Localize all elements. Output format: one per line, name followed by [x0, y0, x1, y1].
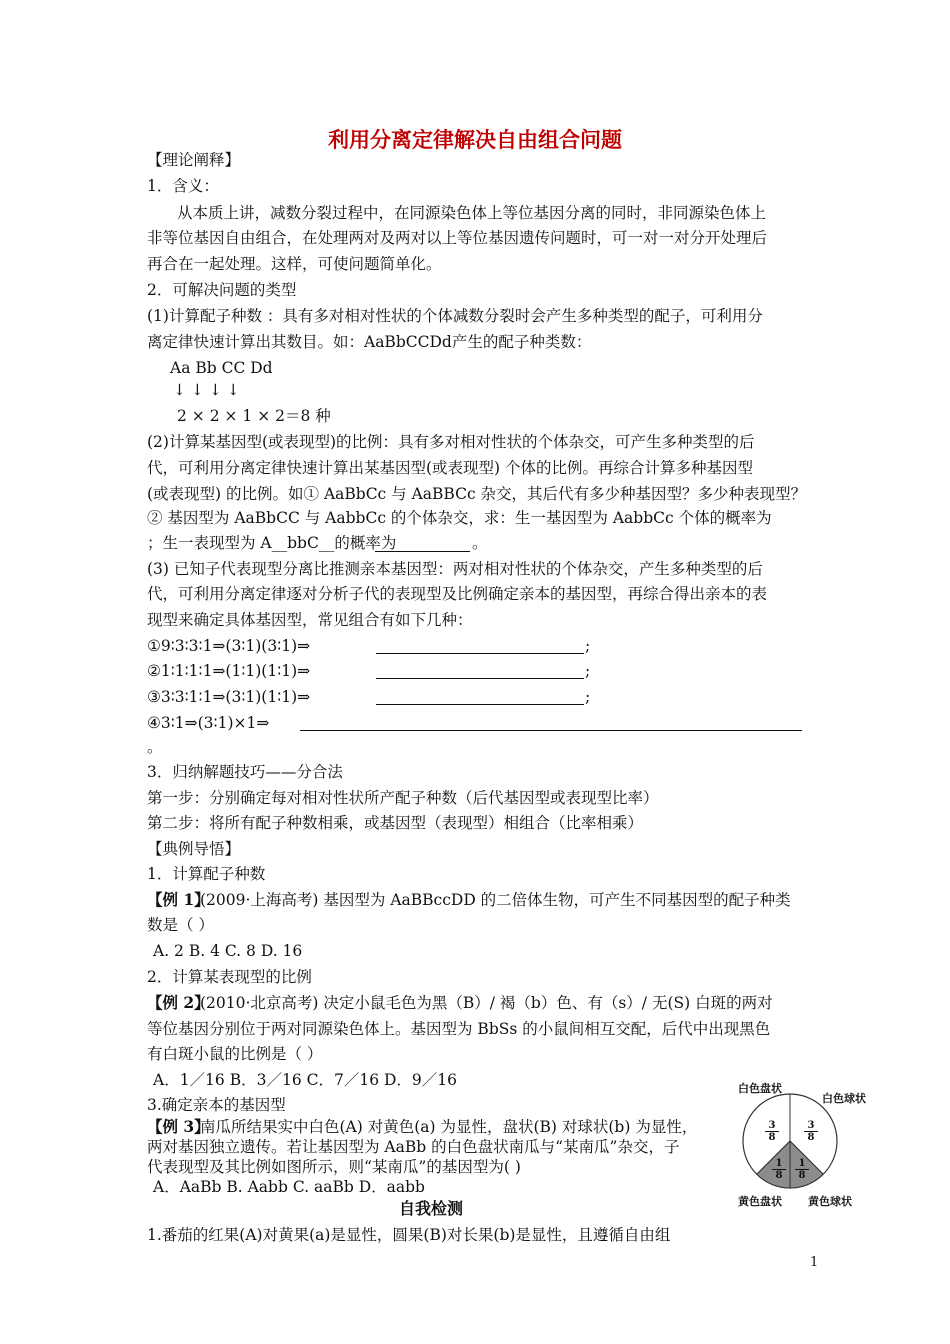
text-line: (2009·上海高考) 基因型为 AaBBccDD 的二倍体生物，可产生不同基因型的配子种类 — [200, 891, 791, 909]
text-line: (2010·北京高考) 决定小鼠毛色为黑（B）/ 褐（b）色、有（s）/ 无(S) 白斑的两对 — [200, 994, 773, 1012]
text-line: ；生一表现型为 A__bbC__的概率为 — [147, 534, 397, 552]
text-line: ④3∶1⇒(3∶1)×1⇒ — [147, 714, 270, 732]
text-line: 代表现型及其比例如图所示，则“某南瓜”的基因型为( ) — [147, 1158, 521, 1176]
pie-label-white-disc: 白色盘状 — [738, 1082, 782, 1095]
page-number: 1 — [810, 1255, 819, 1270]
text-line: 2．可解决问题的类型 — [147, 281, 297, 299]
semicolon: ; — [585, 637, 591, 655]
text-line: A．AaBb B. Aabb C. aaBb D．aabb — [153, 1178, 425, 1196]
text-line: 第一步：分别确定每对相对性状所产配子种数（后代基因型或表现型比率） — [147, 789, 659, 807]
text-line: ①9∶3∶3∶1⇒(3∶1)(3∶1)⇒ — [147, 637, 311, 655]
text-line: ③3∶3∶1∶1⇒(3∶1)(1∶1)⇒ — [147, 688, 311, 706]
pie-label-yellow-ball: 黄色球状 — [808, 1195, 852, 1208]
fraction-yellow-disc: 1 8 — [772, 1158, 786, 1181]
fraction-yellow-ball: 1 8 — [795, 1158, 809, 1181]
text-line: 2．计算某表现型的比例 — [147, 968, 312, 986]
text-line: 有白斑小鼠的比例是（ ） — [147, 1045, 323, 1063]
text-line: 【例 1】 — [147, 890, 210, 909]
text-line: A. 2 B. 4 C. 8 D. 16 — [153, 942, 303, 960]
text-line: 从本质上讲，减数分裂过程中，在同源染色体上等位基因分离的同时，非同源染色体上 — [177, 204, 767, 222]
pie-label-white-ball: 白色球状 — [822, 1092, 866, 1105]
text-line: ↓ ↓ ↓ ↓ — [173, 381, 240, 399]
section-heading: 自我检测 — [399, 1199, 464, 1218]
text-line: 非等位基因自由组合，在处理两对及两对以上等位基因遗传问题时，可一对一对分开处理后 — [147, 229, 768, 247]
text-line: 【例 2】 — [147, 993, 210, 1012]
text-line: 代，可利用分离定律快速计算出某基因型(或表现型) 个体的比例。再综合计算多种基因型 — [147, 459, 754, 477]
text-line: 。 — [472, 534, 488, 552]
text-line: A．1／16 B．3／16 C．7／16 D．9／16 — [153, 1071, 457, 1089]
text-line: 【理论阐释】 — [147, 151, 241, 169]
text-line: ②1∶1∶1∶1⇒(1∶1)(1∶1)⇒ — [147, 662, 311, 680]
text-line: 1．含义： — [147, 177, 219, 195]
text-line: 数是（ ） — [147, 916, 214, 934]
blank-underline — [300, 714, 802, 731]
blank-underline — [375, 535, 470, 552]
text-line: 1．计算配子种数 — [147, 865, 266, 883]
text-line: (或表现型) 的比例。如① AaBbCc 与 AaBBCc 杂交，其后代有多少种基因型？多少种表现型？ — [147, 485, 807, 503]
text-line: 【典例导悟】 — [147, 840, 241, 858]
pie-label-yellow-disc: 黄色盘状 — [738, 1195, 782, 1208]
blank-underline — [376, 637, 584, 654]
text-line: 第二步：将所有配子种数相乘，或基因型（表现型）相组合（比率相乘） — [147, 814, 644, 832]
text-line: (2)计算某基因型(或表现型)的比例：具有多对相对性状的个体杂交，可产生多种类型的后 — [147, 433, 755, 451]
fraction-white-ball: 3 8 — [804, 1120, 818, 1143]
pie-chart — [732, 1080, 872, 1210]
text-line: 南瓜所结果实中白色(A) 对黄色(a) 为显性，盘状(B) 对球状(b) 为显性， — [200, 1118, 698, 1136]
text-line: 现型来确定具体基因型，常见组合有如下几种： — [147, 611, 473, 629]
fraction-white-disc: 3 8 — [765, 1120, 779, 1143]
text-line: 。 — [147, 738, 163, 756]
text-line: 3．归纳解题技巧——分合法 — [147, 763, 343, 781]
text-line: ② 基因型为 AaBbCC 与 AabbCc 的个体杂交，求：生一基因型为 AabbCc 个体的概率为 — [147, 509, 772, 527]
page-title: 利用分离定律解决自由组合问题 — [328, 128, 622, 152]
text-line: 1.番茄的红果(A)对黄果(a)是显性，圆果(B)对长果(b)是显性，且遵循自由组 — [147, 1226, 671, 1244]
text-line: 3.确定亲本的基因型 — [147, 1096, 286, 1114]
text-line: 代，可利用分离定律逐对分析子代的表现型及比例确定亲本的基因型，再综合得出亲本的表 — [147, 585, 768, 603]
text-line: 再合在一起处理。这样，可使问题简单化。 — [147, 255, 442, 273]
blank-underline — [376, 688, 584, 705]
text-line: 两对基因独立遗传。若让基因型为 AaBb 的白色盘状南瓜与“某南瓜”杂交，子 — [147, 1138, 680, 1156]
semicolon: ; — [585, 662, 591, 680]
text-line: (1)计算配子种数 ：具有多对相对性状的个体减数分裂时会产生多种类型的配子，可利用分 — [147, 307, 763, 325]
phenotype-pie-figure — [732, 1080, 872, 1210]
blank-underline — [376, 662, 584, 679]
text-line: (3) 已知子代表现型分离比推测亲本基因型：两对相对性状的个体杂交，产生多种类型的后 — [147, 560, 763, 578]
text-line: Aa Bb CC Dd — [170, 359, 273, 377]
text-line: 等位基因分别位于两对同源染色体上。基因型为 BbSs 的小鼠间相互交配，后代中出现黑色 — [147, 1020, 771, 1038]
text-line: 2 × 2 × 1 × 2＝8 种 — [177, 407, 331, 425]
text-line: 离定律快速计算出其数目。如：AaBbCCDd产生的配子种类数： — [147, 333, 592, 351]
text-line: 【例 3】 — [147, 1117, 210, 1136]
semicolon: ; — [585, 688, 591, 706]
